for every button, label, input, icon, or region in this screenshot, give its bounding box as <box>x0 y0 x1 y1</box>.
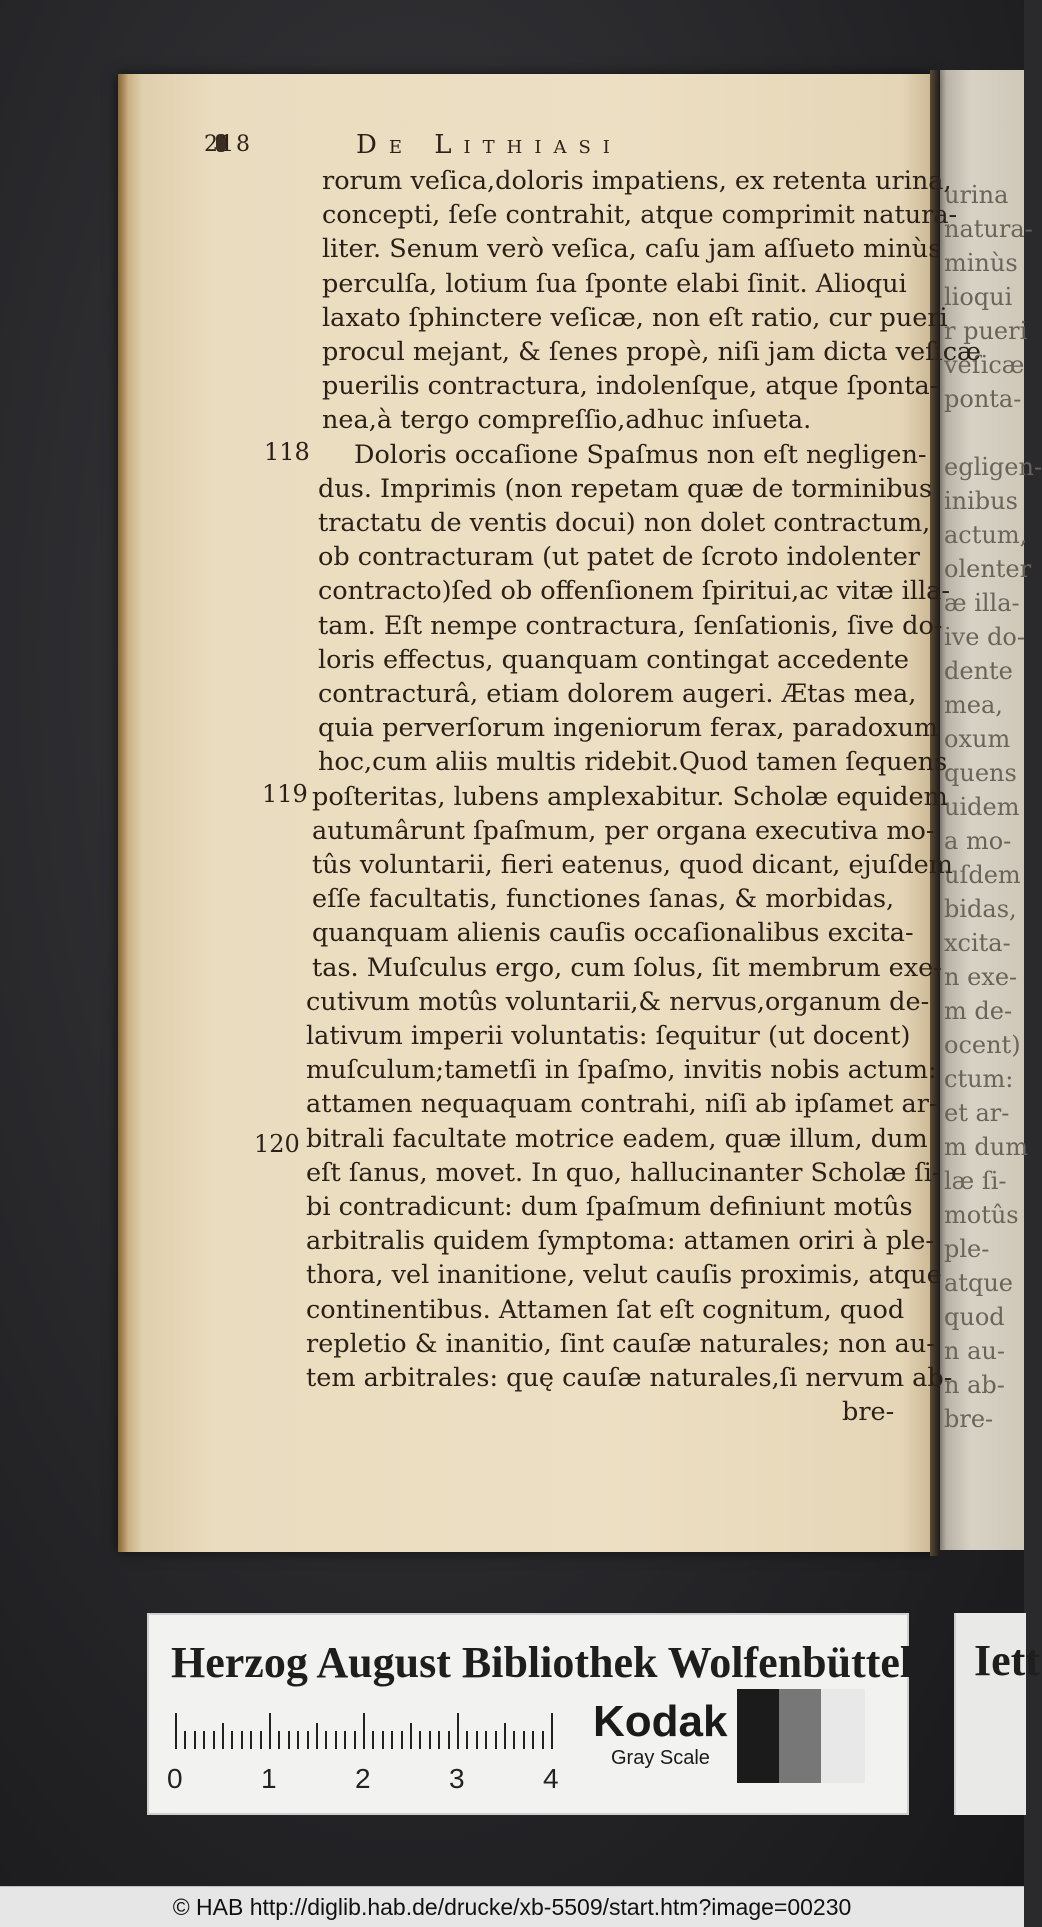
ruler-tick <box>410 1723 412 1749</box>
text-line: Doloris occaſione Spaſmus non eſt negligen- <box>354 439 927 470</box>
ruler-label: 3 <box>449 1763 465 1794</box>
text-line: repletio & inanitio, ſint cauſæ naturales; non au- <box>306 1328 935 1359</box>
ruler-tick <box>372 1731 374 1749</box>
text-line: quia perverſorum ingeniorum ferax, paradoxum <box>318 713 939 744</box>
running-title: De Lithiasi <box>356 130 622 160</box>
text-line: laxato ſphinctere veſicæ, non eſt ratio, cur pueri <box>322 302 948 333</box>
adjacent-text-fragment: m de- <box>944 997 1013 1025</box>
ruler-tick <box>523 1731 525 1749</box>
ruler-tick <box>457 1713 459 1749</box>
running-head <box>204 130 764 168</box>
page-number: 218 <box>204 132 252 157</box>
ruler-label: 1 <box>261 1763 277 1794</box>
ruler-tick <box>495 1731 497 1749</box>
text-line: arbitralis quidem ſymptoma: attamen oriri à ple- <box>306 1226 934 1257</box>
adjacent-text-fragment: motûs <box>944 1201 1019 1229</box>
ruler-tick <box>297 1731 299 1749</box>
gray-swatch <box>737 1689 779 1783</box>
adjacent-text-fragment: veſicæ <box>944 351 1025 379</box>
adjacent-text-fragment: uidem <box>944 793 1020 821</box>
adjacent-text-fragment: quens <box>944 759 1017 787</box>
text-line: muſculum;tametſi in ſpaſmo, invitis nobis actum: <box>306 1055 937 1086</box>
scale-ruler <box>167 1709 559 1794</box>
adjacent-text-fragment: r pueri <box>944 317 1028 345</box>
ruler-tick <box>363 1713 365 1749</box>
ruler-tick <box>448 1731 450 1749</box>
text-line: cutivum motûs voluntarii,& nervus,organum de- <box>306 986 930 1017</box>
ruler-tick <box>260 1731 262 1749</box>
text-line: ob contracturam (ut patet de ſcroto indolenter <box>318 542 920 573</box>
adjacent-text-fragment: ive do- <box>944 623 1025 651</box>
text-line: continentibus. Attamen ſat eſt cognitum, quod <box>306 1294 905 1325</box>
text-line: rorum veſica,doloris impatiens, ex retenta urina, <box>322 166 952 196</box>
text-line: bre- <box>842 1397 895 1428</box>
ruler-tick <box>241 1731 243 1749</box>
footer-attribution: © HAB http://diglib.hab.de/drucke/xb-5509/start.htm?image=00230 <box>0 1886 1024 1927</box>
text-line: poſteritas, lubens amplexabitur. Scholæ equidem <box>312 781 948 812</box>
ruler-tick <box>269 1713 271 1749</box>
ruler-tick <box>213 1731 215 1749</box>
adjacent-text-fragment: ple- <box>944 1235 990 1263</box>
adjacent-text-fragment: n ab- <box>944 1371 1005 1399</box>
adjacent-text-fragment: xcita- <box>944 929 1011 957</box>
adjacent-text-fragment: bre- <box>944 1405 994 1433</box>
ruler-tick <box>542 1731 544 1749</box>
institution-name: Herzog August Bibliothek Wolfenbüttel <box>171 1638 913 1687</box>
ruler-tick <box>307 1731 309 1749</box>
text-line: bi contradicunt: dum ſpaſmum definiunt motûs <box>306 1192 913 1222</box>
gray-scale-label: Gray Scale <box>611 1747 710 1769</box>
ruler-tick <box>203 1731 205 1749</box>
ruler-tick <box>278 1731 280 1749</box>
ruler-tick <box>532 1731 534 1749</box>
adjacent-text-fragment: lioqui <box>944 283 1013 311</box>
ruler-tick <box>250 1731 252 1749</box>
text-line: eſſe facultatis, functiones ſanas, & morbidas, <box>312 884 895 915</box>
text-line: loris effectus, quanquam contingat accedente <box>318 644 909 675</box>
text-line: hoc,cum aliis multis ridebit.Quod tamen ſequens <box>318 747 948 778</box>
adjacent-text-fragment: quod <box>944 1303 1005 1331</box>
text-line: perculſa, lotium ſua ſponte elabi ſinit. Alioqui <box>322 268 907 299</box>
ruler-tick <box>438 1731 440 1749</box>
ruler-tick <box>175 1713 177 1749</box>
adjacent-text-fragment: ocent) <box>944 1031 1021 1059</box>
adjacent-text-fragment: urina <box>944 181 1009 209</box>
ruler-tick <box>316 1723 318 1749</box>
text-line: tractatu de ventis docui) non dolet contractum, <box>318 508 931 538</box>
text-line: concepti, ſeſe contrahit, atque comprimit natura- <box>322 200 958 231</box>
ruler-tick <box>325 1731 327 1749</box>
margin-number: 118 <box>264 438 310 466</box>
adjacent-text-fragment: dente <box>944 657 1013 685</box>
ruler-tick <box>476 1731 478 1749</box>
adjacent-text-fragment: inibus <box>944 487 1018 515</box>
text-line: dus. Imprimis (non repetam quæ de torminibus <box>318 473 933 504</box>
text-line: eſt ſanus, movet. In quo, hallucinanter Scholæ ſi- <box>306 1157 941 1188</box>
adjacent-text-fragment: bidas, <box>944 895 1017 923</box>
ruler-tick <box>288 1731 290 1749</box>
margin-number: 119 <box>262 780 308 808</box>
text-line: tam. Eſt nempe contractura, ſenſationis, ſive do- <box>318 610 943 641</box>
text-line: tûs voluntarii, fieri eatenus, quod dicant, ejuſdem <box>312 850 953 880</box>
ruler-label: 0 <box>167 1763 183 1794</box>
ruler-tick <box>222 1723 224 1749</box>
adjacent-text-fragment: uſdem <box>944 861 1021 889</box>
adjacent-text-fragment: olenter <box>944 555 1032 583</box>
ruler-tick <box>344 1731 346 1749</box>
adjacent-text-fragment: ponta- <box>944 385 1022 413</box>
adjacent-text-fragment: m dum <box>944 1133 1028 1161</box>
ruler-tick <box>513 1731 515 1749</box>
adjacent-text-fragment: n au- <box>944 1337 1005 1365</box>
text-line: bitrali facultate motrice eadem, quæ illum, dum <box>306 1123 928 1154</box>
text-line: lativum imperii voluntatis: ſequitur (ut docent) <box>306 1021 911 1051</box>
adjacent-text-fragment: n exe- <box>944 963 1018 991</box>
ruler-tick <box>382 1731 384 1749</box>
text-line: procul mejant, & ſenes propè, niſi jam dicta veſicæ <box>322 337 981 367</box>
text-line: attamen nequaquam contrahi, niſi ab ipſamet ar- <box>306 1089 938 1120</box>
margin-number: 120 <box>254 1130 300 1158</box>
ruler-label: 4 <box>543 1763 559 1794</box>
adjacent-text-fragment: æ illa- <box>944 589 1020 617</box>
ruler-tick <box>184 1731 186 1749</box>
ruler-tick <box>194 1731 196 1749</box>
ruler-tick <box>354 1731 356 1749</box>
ruler-tick <box>429 1731 431 1749</box>
text-line: quanquam alienis cauſis occaſionalibus excita- <box>312 918 914 949</box>
adjacent-text-fragment: a mo- <box>944 827 1012 855</box>
adjacent-text-fragment: minùs <box>944 249 1018 277</box>
adjacent-text-fragment: mea, <box>944 691 1003 719</box>
adjacent-color-bar-text: Iett <box>974 1636 1040 1685</box>
ruler-label: 2 <box>355 1763 371 1794</box>
ruler-tick <box>466 1731 468 1749</box>
ruler-tick <box>419 1731 421 1749</box>
text-line: tem arbitrales: quę cauſæ naturales,ſi nervum ab- <box>306 1363 953 1393</box>
adjacent-text-fragment: natura- <box>944 215 1033 243</box>
adjacent-text-fragment: ctum: <box>944 1065 1014 1093</box>
ruler-tick <box>551 1713 553 1749</box>
adjacent-page <box>936 70 1042 1550</box>
gray-swatch <box>821 1689 865 1783</box>
color-calibration-bar <box>147 1613 913 1815</box>
text-line: puerilis contractura, indolenſque, atque ſponta- <box>322 371 939 402</box>
ruler-tick <box>401 1731 403 1749</box>
ruler-tick <box>231 1731 233 1749</box>
text-line: tas. Muſculus ergo, cum ſolus, ſit membrum exe- <box>312 952 942 983</box>
adjacent-text-fragment: oxum <box>944 725 1011 753</box>
ruler-tick <box>485 1731 487 1749</box>
adjacent-text-fragment: læ ſi- <box>944 1167 1007 1195</box>
text-line: nea,à tergo compreſſio,adhuc inſueta. <box>322 405 812 436</box>
ruler-tick <box>504 1723 506 1749</box>
adjacent-text-fragment: et ar- <box>944 1099 1010 1127</box>
ruler-tick <box>391 1731 393 1749</box>
text-line: autumârunt ſpaſmum, per organa executiva mo- <box>312 815 935 846</box>
kodak-logo: Kodak <box>593 1697 728 1746</box>
text-line: contracturâ, etiam dolorem augeri. Ætas mea, <box>318 679 917 709</box>
adjacent-text-fragment <box>944 416 1024 450</box>
ruler-tick <box>335 1731 337 1749</box>
adjacent-text-fragment: actum, <box>944 521 1028 549</box>
text-line: contracto)ſed ob offenſionem ſpiritui,ac vitæ illa- <box>318 576 950 607</box>
adjacent-color-bar <box>954 1613 1040 1815</box>
gray-swatch <box>779 1689 821 1783</box>
text-line: thora, vel inanitione, velut cauſis proximis, atque <box>306 1260 942 1291</box>
adjacent-text-fragment: egligen- <box>944 453 1042 481</box>
adjacent-text-fragment: atque <box>944 1269 1013 1297</box>
text-line: liter. Senum verò veſica, caſu jam aſſueto minùs <box>322 234 942 265</box>
